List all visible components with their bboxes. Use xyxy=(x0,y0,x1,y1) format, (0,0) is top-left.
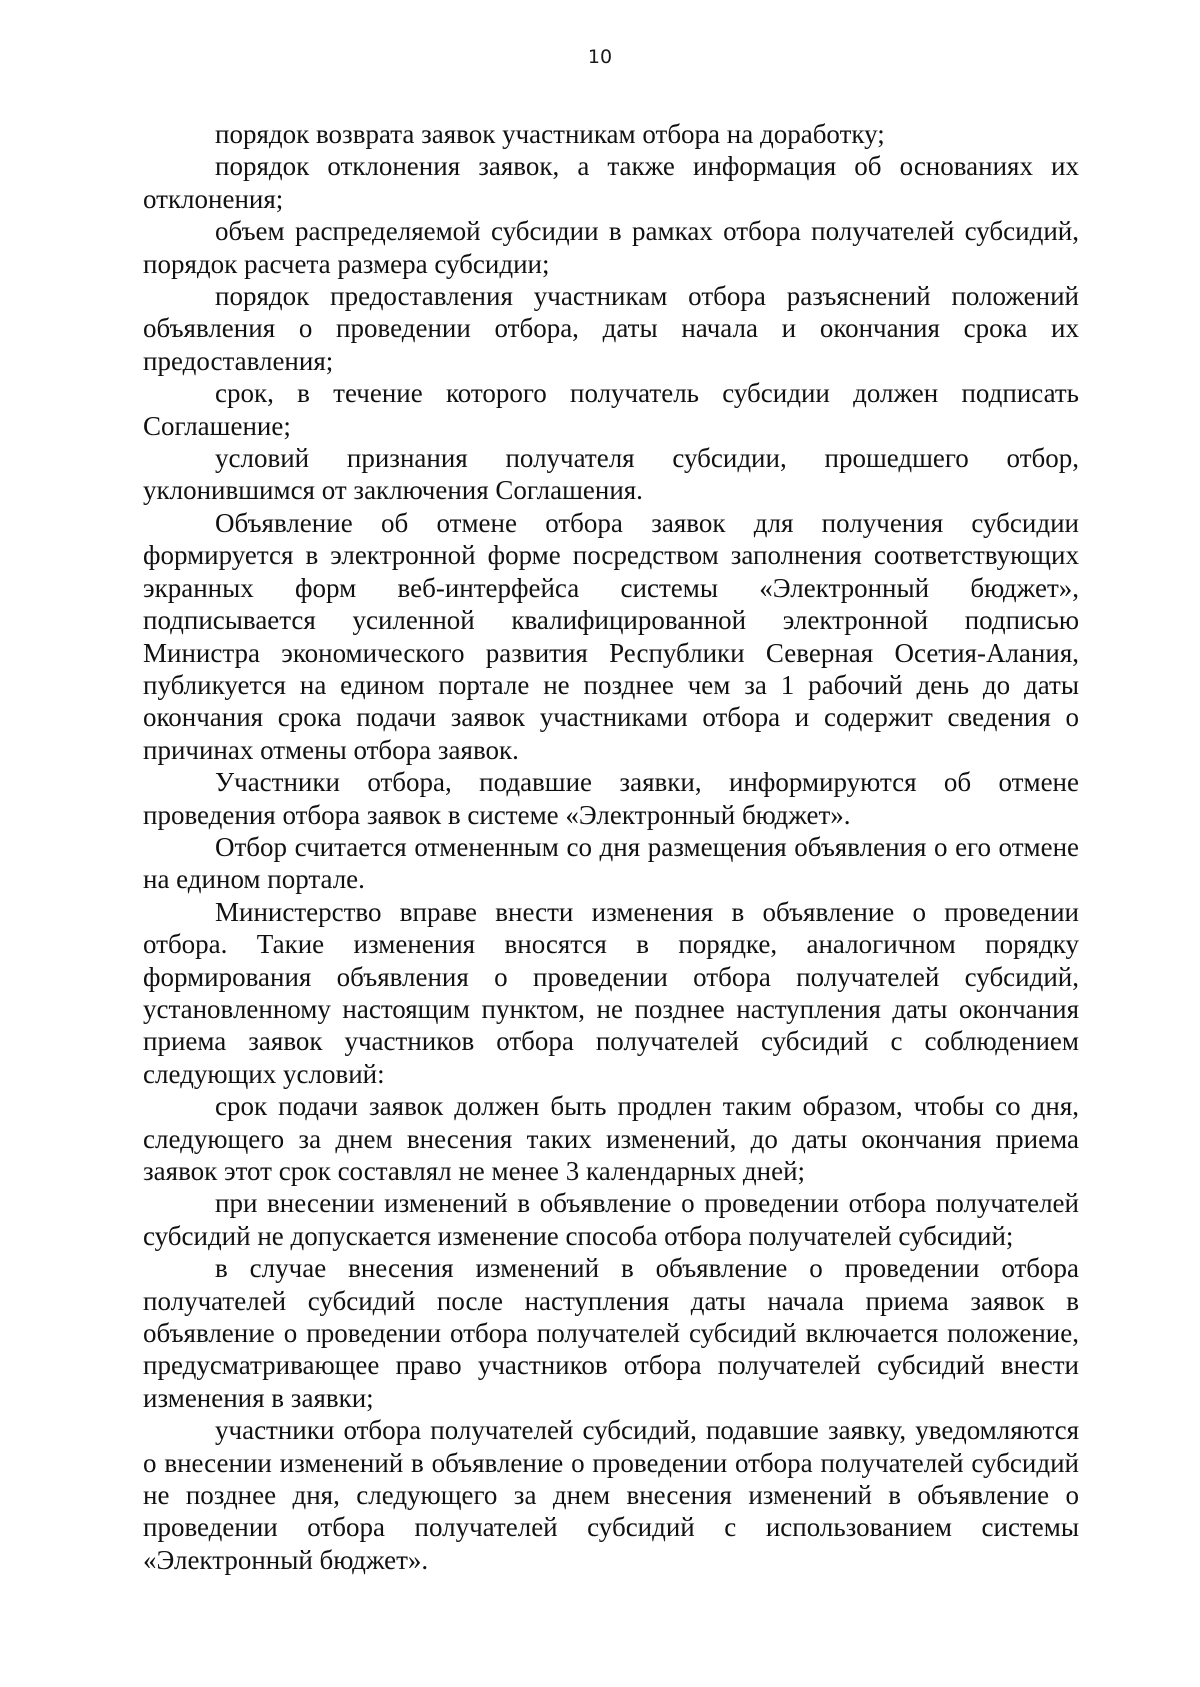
paragraph: порядок предоставления участникам отбора разъяснений положений объявления о проведении отбора, даты начала и окончания срока их предоставления; xyxy=(143,281,1079,376)
paragraph: порядок отклонения заявок, а также информация об основаниях их отклонения; xyxy=(143,151,1079,214)
paragraph: в случае внесения изменений в объявление о проведении отбора получателей субсидий после наступления даты начала приема заявок в объявление о проведении отбора получателей субсидий включается положение, предусматривающее право участников отбора получателей субсидий внести изменения в заявки; xyxy=(143,1253,1079,1413)
paragraph: участники отбора получателей субсидий, подавшие заявку, уведомляются о внесении изменений в объявление о проведении отбора получателей субсидий не позднее дня, следующего за днем внесения изменений в объявление о проведении отбора получателей субсидий с использованием системы «Электронный бюджет». xyxy=(143,1415,1079,1575)
paragraph: условий признания получателя субсидии, прошедшего отбор, уклонившимся от заключения Соглашения. xyxy=(143,443,1079,506)
paragraph: срок подачи заявок должен быть продлен таким образом, чтобы со дня, следующего за днем внесения таких изменений, до даты окончания приема заявок этот срок составлял не менее 3 календарных дней; xyxy=(143,1091,1079,1186)
paragraph: Объявление об отмене отбора заявок для получения субсидии формируется в электронной форме посредством заполнения соответствующих экранных форм веб-интерфейса системы «Электронный бюджет», подписывается усиленной квалифицированной электронной подписью Министра экономического развития Республики Северная Осетия-Алания, публикуется на едином портале не позднее чем за 1 рабочий день до даты окончания срока подачи заявок участниками отбора и содержит сведения о причинах отмены отбора заявок. xyxy=(143,507,1079,765)
paragraph: при внесении изменений в объявление о проведении отбора получателей субсидий не допускается изменение способа отбора получателей субсидий; xyxy=(143,1188,1079,1251)
paragraph: срок, в течение которого получатель субсидии должен подписать Соглашение; xyxy=(143,378,1079,441)
paragraph: Министерство вправе внести изменения в объявление о проведении отбора. Такие изменения вносятся в порядке, аналогичном порядку формирования объявления о проведении отбора получателей субсидий, установленному настоящим пунктом, не позднее наступления даты окончания приема заявок участников отбора получателей субсидий с соблюдением следующих условий: xyxy=(143,896,1079,1089)
page-number: 10 xyxy=(587,46,613,68)
paragraph: Участники отбора, подавшие заявки, информируются об отмене проведения отбора заявок в системе «Электронный бюджет». xyxy=(143,767,1079,830)
paragraph: объем распределяемой субсидии в рамках отбора получателей субсидий, порядок расчета размера субсидии; xyxy=(143,216,1079,279)
paragraph: порядок возврата заявок участникам отбора на доработку; xyxy=(215,119,885,149)
document-body xyxy=(143,118,1079,1576)
paragraph: Отбор считается отмененным со дня размещения объявления о его отмене на едином портале. xyxy=(143,831,1079,895)
